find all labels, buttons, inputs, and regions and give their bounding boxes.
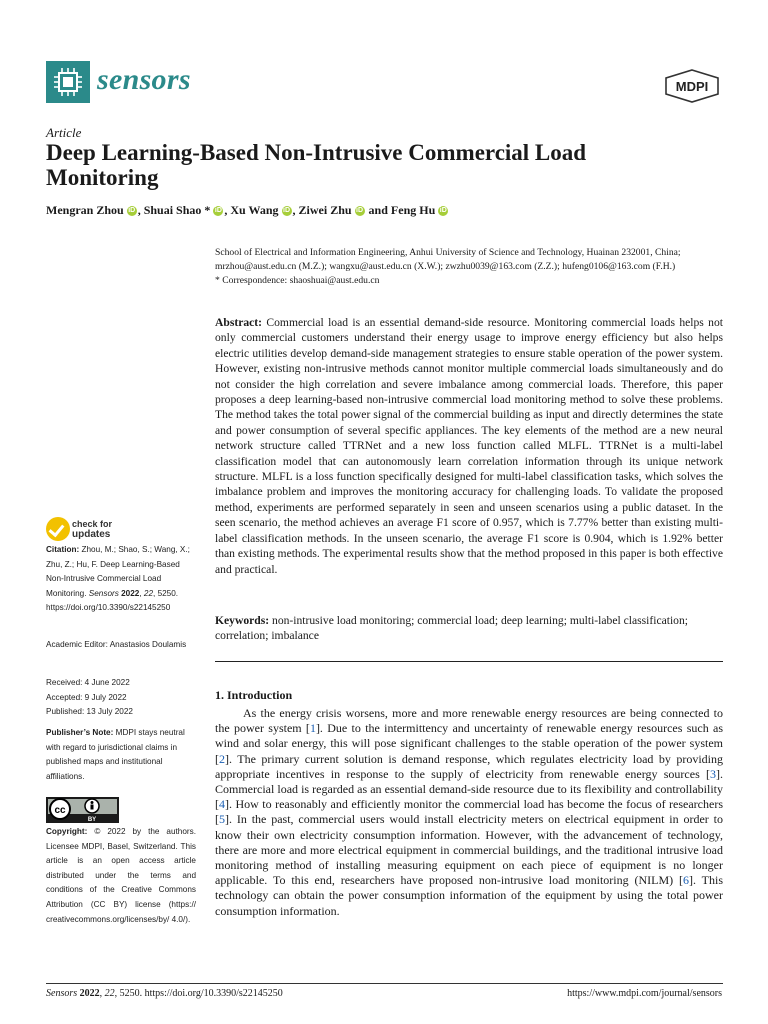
abstract (215, 315, 723, 577)
footer-citation: Sensors 2022, 22, 5250. https://doi.org/10.3390/s22145250 (46, 988, 283, 999)
citation-link[interactable]: 3 (710, 766, 716, 781)
keywords (215, 613, 723, 644)
check-icon (46, 517, 70, 541)
journal-name: sensors (97, 63, 191, 96)
orcid-icon[interactable]: iD (214, 207, 222, 215)
svg-text:cc: cc (54, 805, 66, 816)
orcid-icon[interactable]: iD (283, 207, 291, 215)
svg-text:BY: BY (87, 817, 97, 823)
orcid-icon[interactable]: iD (439, 207, 447, 215)
keywords-label: Keywords: (215, 614, 270, 627)
introduction-paragraph: As the energy crisis worsens, more and more renewable energy resources are being connected to the power system [1]. Due to the intermittency and uncertainty of renewable energy resources such as wind and solar energy, this will pose significant challenges to the stable operation of the power system [2]. The primary current solution is demand response, which regulates electricity load by providing appropriate incentives in response to the supply of electricity from renewable energy sources [3]. Commercial load is regarded as an essential demand-side resource due to its flexibility and controllability [4]. How to reasonably and efficiently monitor the commercial load has become the focus of researchers [5]. In the past, commercial users would install electricity meters on electrical equipment in order to know their own electricity consumption information. However, with the advancement of technology, there are more and more electrical equipment in commercial buildings, and the traditional intrusive load monitoring method of installing measuring equipment on each piece of equipment is no longer applicable. To this end, researchers have proposed non-intrusive load monitoring (NILM) [6]. This technology can obtain the power consumption information of the equipment by using the total power consumption information. (215, 706, 724, 918)
accepted-date: Accepted: 9 July 2022 (46, 692, 127, 702)
author-name[interactable]: Feng Hu (390, 203, 436, 217)
published-date: Published: 13 July 2022 (46, 707, 133, 717)
mdpi-logo-text: MDPI (675, 79, 709, 94)
article-type: Article (46, 125, 82, 140)
footer-divider (46, 983, 723, 984)
orcid-icon[interactable]: iD (128, 207, 136, 215)
academic-editor: Academic Editor: Anastasios Doulamis (46, 640, 187, 649)
orcid-icon[interactable]: iD (356, 207, 364, 215)
author-list: Mengran Zhou iD , Shuai Shao * iD , Xu Wang iD , Ziwei Zhu iD and Feng Hu iD (46, 203, 447, 217)
affiliation-text: School of Electrical and Information Engineering, Anhui University of Science and Technology, Huainan 232001, China; mrzhou@aust.edu.cn (M.Z.); wangxu@aust.edu.cn (X.W.); zwzhu0039@163.com (Z.Z.); hufeng0106@163.com (F.H.) (215, 247, 681, 272)
author-name[interactable]: Xu Wang (230, 203, 279, 217)
citation-link[interactable]: 2 (219, 751, 225, 766)
section-heading: 1. Introduction (215, 688, 293, 702)
correspondence: * Correspondence: shaoshuai@aust.edu.cn (215, 275, 380, 286)
publisher-note: Publisher’s Note: MDPI stays neutral with regard to jurisdictional claims in published maps and institutional affiliations. (46, 728, 185, 781)
section-divider (215, 661, 723, 662)
mdpi-logo-icon (664, 69, 720, 103)
copyright-block: Copyright: © 2022 by the authors. Licensee MDPI, Basel, Switzerland. This article is an open access article distributed under the terms and conditions of the Creative Commons Attribution (CC BY) license (https:// creativecommons.org/licenses/by/ 4.0/). (46, 827, 196, 924)
author-name[interactable]: Shuai Shao * (143, 203, 211, 217)
cc-by-license-icon[interactable] (46, 797, 119, 823)
citation-block: Citation: Zhou, M.; Shao, S.; Wang, X.; Zhu, Z.; Hu, F. Deep Learning-Based Non-Intrusive Commercial Load Monitoring. Sensors 2022, 22, 5250. https://doi.org/10.3390/s22145250 (46, 545, 190, 613)
author-name[interactable]: Ziwei Zhu (298, 203, 352, 217)
footer-journal-url[interactable]: https://www.mdpi.com/journal/sensors (567, 988, 722, 999)
abstract-text: Commercial load is an essential demand-side resource. Monitoring commercial loads helps not only commercial customers understand their energy usage to improve energy efficiency but also helps electric utilities develop demand-side management strategies to ensure stable operation of the power system. However, existing non-intrusive methods cannot monitor multiple commercial loads simultaneously and do not consider the high correlation and severe imbalance among commercial loads. Therefore, this paper proposes a deep learning-based non-intrusive commercial load monitoring method to solve these problems. The method takes the total power signal of the commercial building as input and directly determines the state and power consumption of several specific appliances. The key elements of the method are a new neural network structure called TTRNet and a new loss function called MLFL. TTRNet is a multi-label classification model that can autonomously learn correlation information through its unique network structure. MLFL is a loss function specifically designed for multi-label classification tasks, which solves the imbalance problem and improves the monitoring accuracy for challenging loads. To validate the proposed method, experiments are performed separately in seen and unseen scenarios using a public dataset. In the seen scenario, the method achieves an average F1 score of 0.957, which is 7.77% better than existing multi-label classification methods. In the unseen scenario, the average F1 score is 0.904, which is 1.92% better than existing methods. The experimental results show that the method proposed in this paper is both effective and practical. (215, 316, 723, 576)
journal-logo-icon (46, 61, 90, 103)
citation-link[interactable]: 1 (309, 721, 316, 736)
paper-title: Deep Learning-Based Non-Intrusive Commercial Load Monitoring (46, 140, 587, 190)
citation-link[interactable]: 6 (683, 873, 690, 888)
author-name[interactable]: Mengran Zhou (46, 203, 124, 217)
publication-dates (46, 676, 196, 720)
abstract-label: Abstract: (215, 316, 263, 329)
keywords-text: non-intrusive load monitoring; commercial load; deep learning; multi-label classification; correlation; imbalance (215, 614, 688, 643)
received-date: Received: 4 June 2022 (46, 678, 130, 687)
check-for-updates-button[interactable]: check for updates (46, 517, 126, 545)
affiliation-block (215, 246, 725, 288)
citation-link[interactable]: 4 (219, 797, 225, 812)
citation-link[interactable]: 5 (219, 812, 225, 827)
